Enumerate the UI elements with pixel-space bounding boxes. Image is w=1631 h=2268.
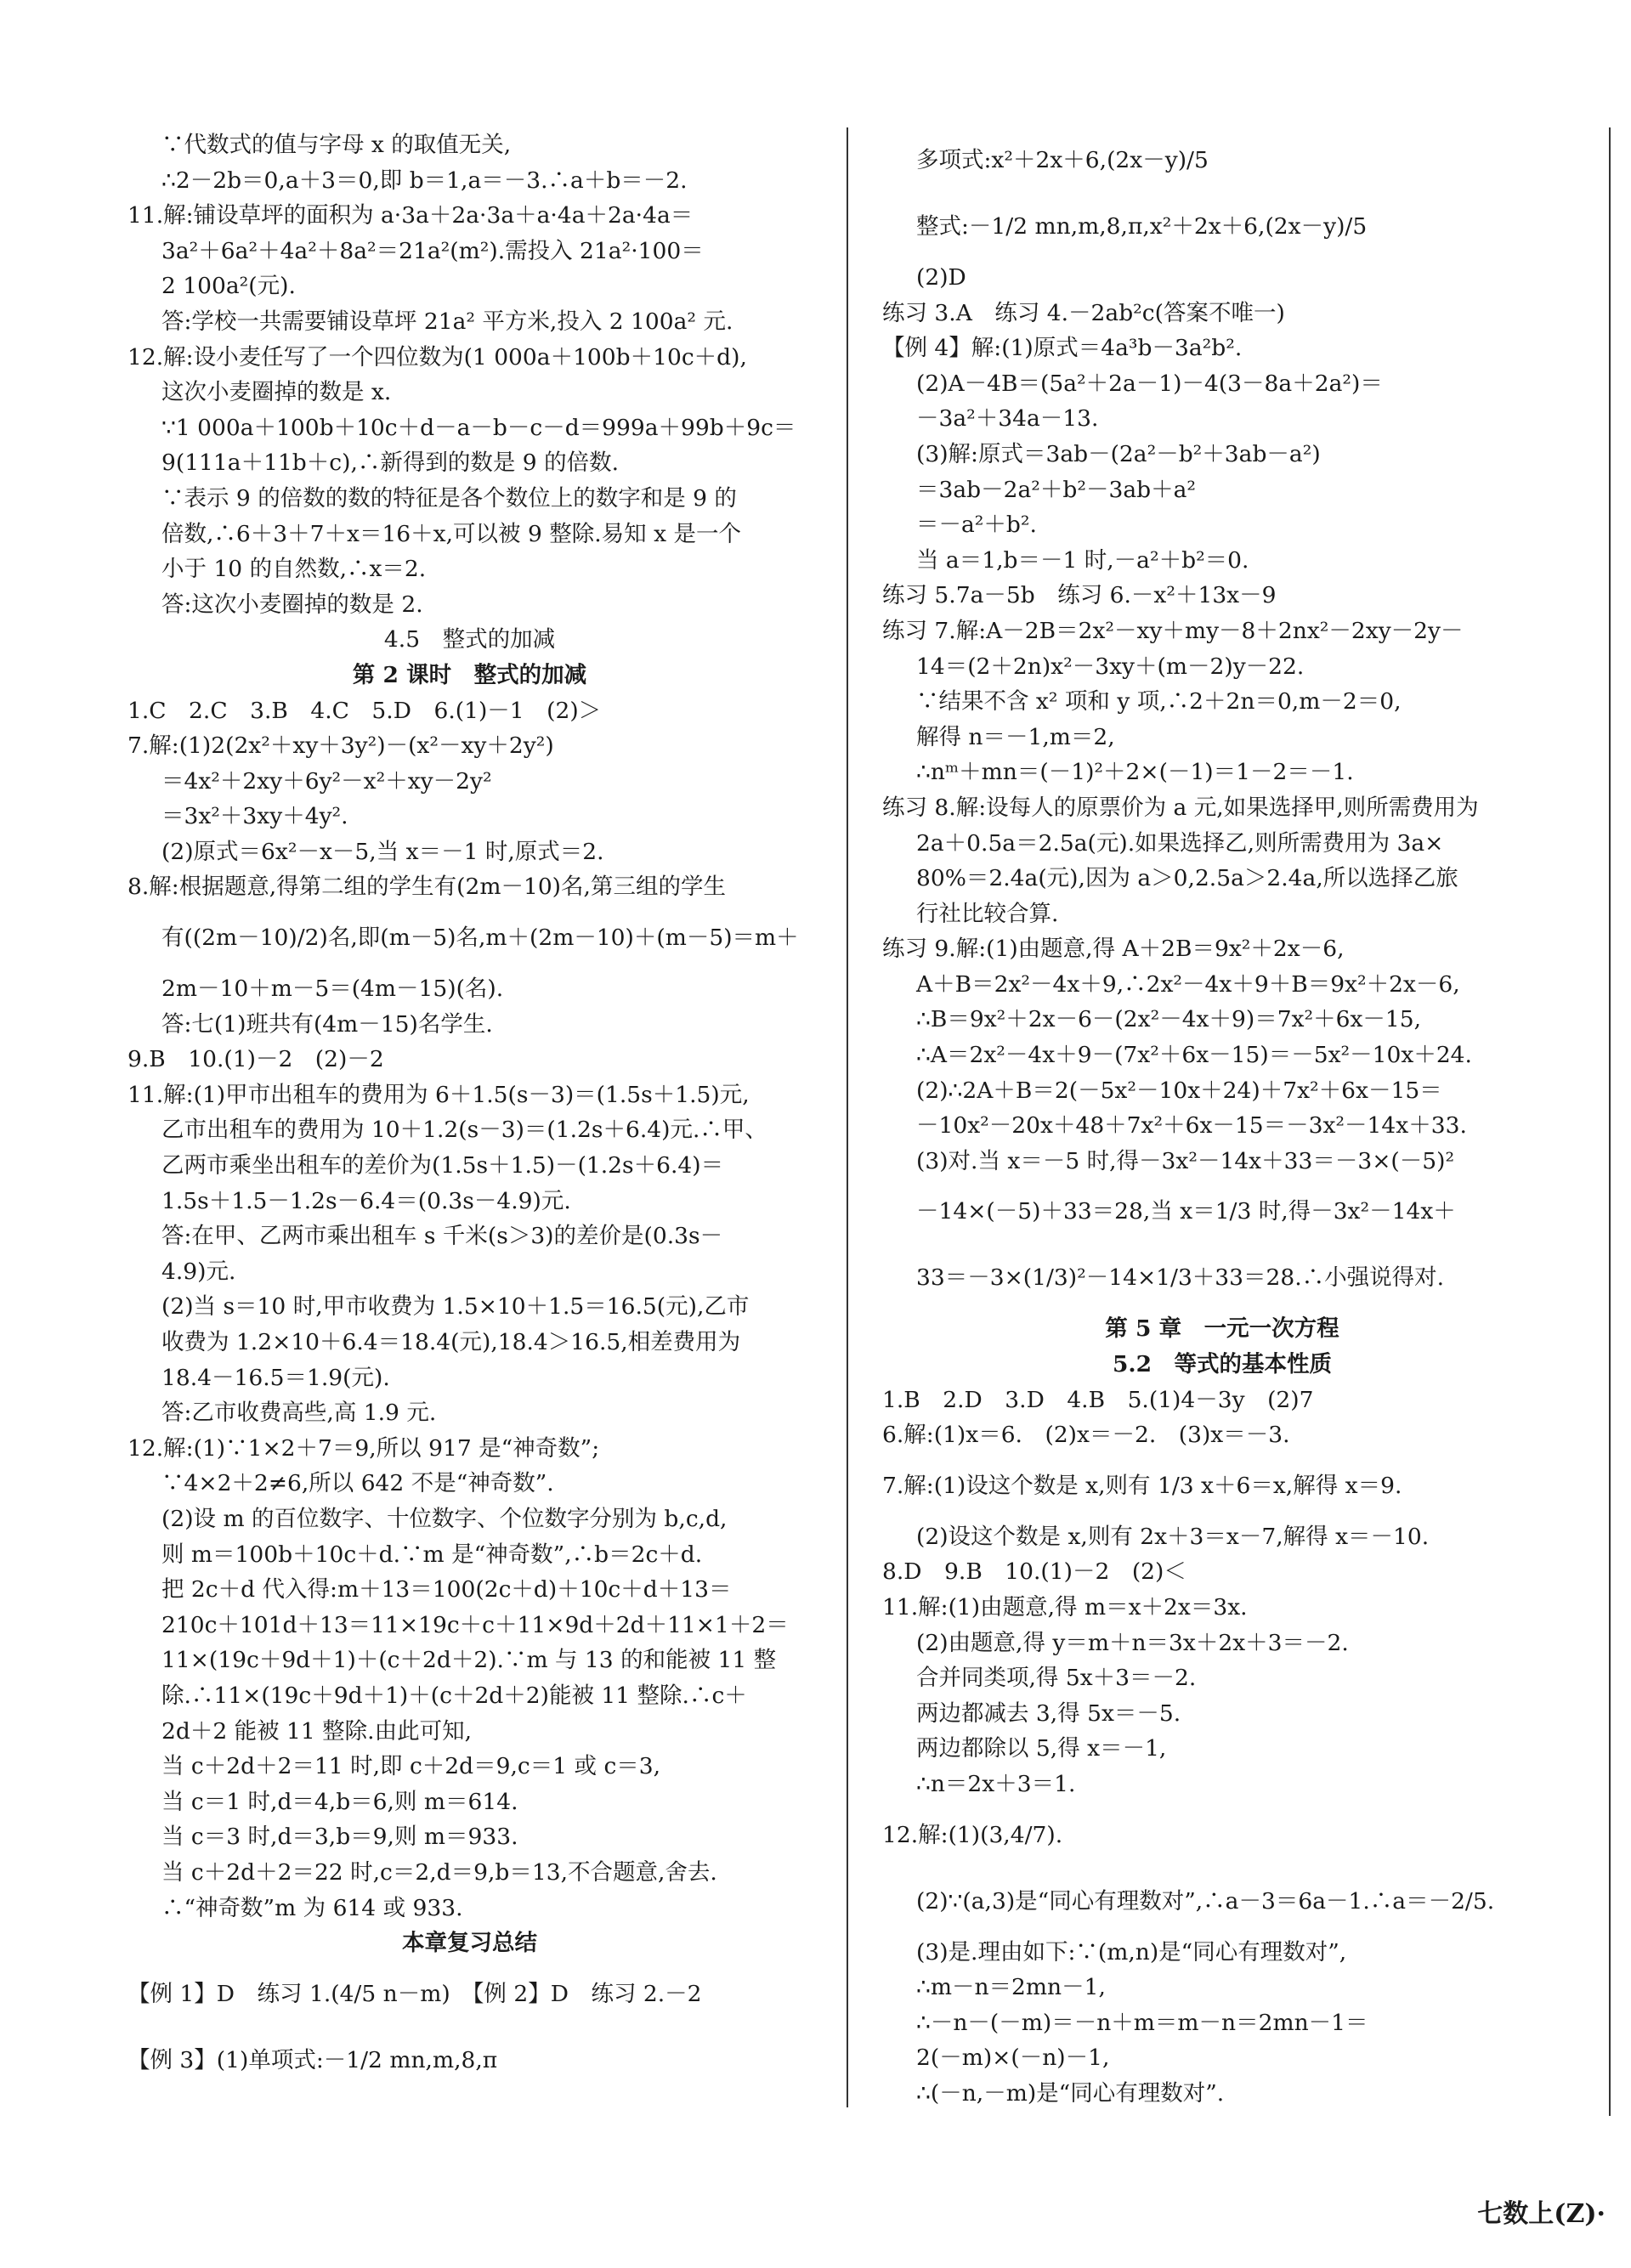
- text-line: －14×(－5)＋33＝28,当 x＝1/3 时,得－3x²－14x＋: [916, 1198, 1456, 1225]
- text-line: 12.解:设小麦任写了一个四位数为(1 000a＋100b＋10c＋d),: [127, 343, 747, 370]
- text-line: 9.B 10.(1)－2 (2)－2: [127, 1046, 384, 1073]
- right-column: [882, 127, 1562, 2112]
- text-line: ∵表示 9 的倍数的数的特征是各个数位上的数字和是 9 的: [161, 484, 737, 512]
- text-line: 11×(19c＋9d＋1)＋(c＋2d＋2).∵m 与 13 的和能被 11 整: [161, 1647, 777, 1674]
- text-line: 第 2 课时 整式的加减: [352, 661, 587, 688]
- text-line: ∵代数式的值与字母 x 的取值无关,: [161, 132, 512, 158]
- text-line: ∵4×2＋2≠6,所以 642 不是“神奇数”.: [161, 1470, 554, 1497]
- text-line: 14＝(2＋2n)x²－3xy＋(m－2)y－22.: [916, 653, 1305, 680]
- text-line: (2)∴2A＋B＝2(－5x²－10x＋24)＋7x²＋6x－15＝: [916, 1077, 1442, 1104]
- text-line: 除.∴11×(19c＋9d＋1)＋(c＋2d＋2)能被 11 整除.∴c＋: [161, 1682, 747, 1709]
- text-line: ∵1 000a＋100b＋10c＋d－a－b－c－d＝999a＋99b＋9c＝: [161, 414, 796, 441]
- text-line: 第 5 章 一元一次方程: [1105, 1315, 1339, 1343]
- text-line: 乙市出租车的费用为 10＋1.2(s－3)＝(1.2s＋6.4)元.∴甲、: [161, 1117, 767, 1144]
- text-line: 答:在甲、乙两市乘出租车 s 千米(s＞3)的差价是(0.3s－: [161, 1223, 723, 1250]
- text-line: 18.4－16.5＝1.9(元).: [161, 1364, 390, 1391]
- text-line: 当 c＝1 时,d＝4,b＝6,则 m＝614.: [161, 1788, 518, 1815]
- text-line: 12.解:(1)(3,4/7).: [882, 1821, 1063, 1848]
- text-line: 2 100a²(元).: [161, 273, 296, 300]
- text-line: 答:这次小麦圈掉的数是 2.: [161, 591, 423, 618]
- text-line: 11.解:铺设草坪的面积为 a·3a＋2a·3a＋a·4a＋2a·4a＝: [127, 202, 694, 229]
- text-line: －3a²＋34a－13.: [916, 405, 1099, 433]
- text-line: 练习 8.解:设每人的原票价为 a 元,如果选择甲,则所需费用为: [882, 794, 1479, 821]
- text-line: 把 2c＋d 代入得:m＋13＝100(2c＋d)＋10c＋d＋13＝: [161, 1576, 732, 1603]
- text-line: 【例 3】(1)单项式:－1/2 mn,m,8,π: [127, 2046, 498, 2073]
- text-line: 小于 10 的自然数,∴x＝2.: [161, 556, 427, 583]
- text-line: (2)由题意,得 y＝m＋n＝3x＋2x＋3＝－2.: [916, 1629, 1349, 1656]
- text-line: 3a²＋6a²＋4a²＋8a²＝21a²(m²).需投入 21a²·100＝: [161, 237, 704, 264]
- text-line: 多项式:x²＋2x＋6,(2x－y)/5: [916, 147, 1209, 173]
- text-line: ∴A＝2x²－4x＋9－(7x²＋6x－15)＝－5x²－10x＋24.: [916, 1042, 1472, 1069]
- text-line: ＝3ab－2a²＋b²－3ab＋a²: [916, 476, 1197, 503]
- text-line: 4.5 整式的加减: [383, 626, 556, 653]
- text-line: 80%＝2.4a(元),因为 a＞0,2.5a＞2.4a,所以选择乙旅: [916, 865, 1458, 892]
- text-line: (2)设这个数是 x,则有 2x＋3＝x－7,解得 x＝－10.: [916, 1523, 1430, 1550]
- text-line: 9(111a＋11b＋c),∴新得到的数是 9 的倍数.: [161, 450, 619, 477]
- text-line: (2)当 s＝10 时,甲市收费为 1.5×10＋1.5＝16.5(元),乙市: [161, 1293, 750, 1321]
- text-line: －10x²－20x＋48＋7x²＋6x－15＝－3x²－14x＋33.: [916, 1112, 1467, 1140]
- text-line: (3)解:原式＝3ab－(2a²－b²＋3ab－a²): [916, 440, 1321, 467]
- column-divider: [847, 127, 848, 2107]
- text-line: 乙两市乘坐出租车的差价为(1.5s＋1.5)－(1.2s＋6.4)＝: [161, 1152, 724, 1179]
- text-line: ∴B＝9x²＋2x－6－(2x²－4x＋9)＝7x²＋6x－15,: [916, 1006, 1422, 1033]
- text-line: 倍数,∴6＋3＋7＋x＝16＋x,可以被 9 整除.易知 x 是一个: [161, 520, 741, 547]
- text-line: 11.解:(1)甲市出租车的费用为 6＋1.5(s－3)＝(1.5s＋1.5)元,: [127, 1081, 750, 1108]
- page-footer: 七数上(Z)·: [1477, 2199, 1606, 2229]
- text-line: ＝4x²＋2xy＋6y²－x²＋xy－2y²: [161, 767, 492, 795]
- text-line: 当 c＝3 时,d＝3,b＝9,则 m＝933.: [161, 1824, 518, 1851]
- text-line: 7.解:(1)2(2x²＋xy＋3y²)－(x²－xy＋2y²): [127, 732, 554, 760]
- text-line: A＋B＝2x²－4x＋9,∴2x²－4x＋9＋B＝9x²＋2x－6,: [916, 970, 1460, 998]
- text-line: 210c＋101d＋13＝11×19c＋c＋11×9d＋2d＋11×1＋2＝: [161, 1611, 789, 1638]
- text-line: ＝－a²＋b².: [916, 512, 1037, 539]
- text-line: 7.解:(1)设这个数是 x,则有 1/3 x＋6＝x,解得 x＝9.: [882, 1472, 1402, 1499]
- text-line: 练习 9.解:(1)由题意,得 A＋2B＝9x²＋2x－6,: [882, 936, 1345, 963]
- text-line: 当 c＋2d＋2＝22 时,c＝2,d＝9,b＝13,不合题意,舍去.: [161, 1858, 717, 1886]
- text-line: 1.C 2.C 3.B 4.C 5.D 6.(1)－1 (2)＞: [127, 697, 602, 724]
- text-line: ∵结果不含 x² 项和 y 项,∴2＋2n＝0,m－2＝0,: [916, 688, 1402, 715]
- text-line: 则 m＝100b＋10c＋d.∵m 是“神奇数”,∴b＝2c＋d.: [161, 1541, 703, 1568]
- text-line: 有((2m－10)/2)名,即(m－5)名,m＋(2m－10)＋(m－5)＝m＋: [161, 925, 799, 952]
- text-line: (3)是.理由如下:∵(m,n)是“同心有理数对”,: [916, 1938, 1347, 1965]
- left-column: [127, 127, 812, 2094]
- text-line: 【例 4】解:(1)原式＝4a³b－3a²b².: [882, 335, 1243, 362]
- text-line: 整式:－1/2 mn,m,8,π,x²＋2x＋6,(2x－y)/5: [916, 213, 1368, 240]
- text-line: 2a＋0.5a＝2.5a(元).如果选择乙,则所需费用为 3a×: [916, 829, 1444, 857]
- text-line: (2)原式＝6x²－x－5,当 x＝－1 时,原式＝2.: [161, 838, 604, 865]
- text-line: ∴n＝2x＋3＝1.: [916, 1770, 1076, 1797]
- text-line: 这次小麦圈掉的数是 x.: [161, 379, 392, 406]
- text-line: ＝3x²＋3xy＋4y².: [161, 803, 348, 830]
- text-line: 6.解:(1)x＝6. (2)x＝－2. (3)x＝－3.: [882, 1422, 1290, 1449]
- text-line: 两边都除以 5,得 x＝－1,: [916, 1735, 1167, 1762]
- text-line: ∴(－n,－m)是“同心有理数对”.: [916, 2079, 1225, 2107]
- text-line: 2m－10＋m－5＝(4m－15)(名).: [161, 976, 504, 1003]
- text-line: 1.B 2.D 3.D 4.B 5.(1)4－3y (2)7: [882, 1386, 1314, 1413]
- text-line: (2)D: [916, 264, 966, 291]
- text-line: 2d＋2 能被 11 整除.由此可知,: [161, 1717, 473, 1745]
- text-line: 练习 7.解:A－2B＝2x²－xy＋my－8＋2nx²－2xy－2y－: [882, 617, 1464, 644]
- text-line: 解得 n＝－1,m＝2,: [916, 723, 1115, 750]
- text-line: 11.解:(1)由题意,得 m＝x＋2x＝3x.: [882, 1594, 1248, 1620]
- text-line: 8.D 9.B 10.(1)－2 (2)＜: [882, 1558, 1186, 1586]
- text-line: 33＝－3×(1/3)²－14×1/3＋33＝28.∴小强说得对.: [916, 1264, 1445, 1292]
- text-line: 练习 3.A 练习 4.－2ab²c(答案不唯一): [882, 299, 1285, 326]
- text-line: (2)∵(a,3)是“同心有理数对”,∴a－3＝6a－1.∴a＝－2/5.: [916, 1887, 1495, 1915]
- text-line: ∴m－n＝2mn－1,: [916, 1974, 1106, 2001]
- text-line: 4.9)元.: [161, 1258, 236, 1285]
- text-line: (2)A－4B＝(5a²＋2a－1)－4(3－8a＋2a²)＝: [916, 370, 1383, 397]
- text-line: 2(－m)×(－n)－1,: [916, 2045, 1110, 2072]
- text-line: 12.解:(1)∵1×2＋7＝9,所以 917 是“神奇数”;: [127, 1434, 600, 1462]
- text-line: 两边都减去 3,得 5x＝－5.: [916, 1700, 1181, 1727]
- right-margin-rule: [1609, 127, 1611, 2116]
- text-line: ∴－n－(－m)＝－n＋m＝m－n＝2mn－1＝: [916, 2009, 1368, 2036]
- text-line: 8.解:根据题意,得第二组的学生有(2m－10)名,第三组的学生: [127, 874, 726, 901]
- text-line: 答:七(1)班共有(4m－15)名学生.: [161, 1010, 493, 1038]
- text-line: 当 a＝1,b＝－1 时,－a²＋b²＝0.: [916, 546, 1249, 574]
- text-line: (3)对.当 x＝－5 时,得－3x²－14x＋33＝－3×(－5)²: [916, 1147, 1455, 1174]
- text-line: (2)设 m 的百位数字、十位数字、个位数字分别为 b,c,d,: [161, 1505, 728, 1532]
- text-line: 5.2 等式的基本性质: [1112, 1351, 1333, 1378]
- text-line: 练习 5.7a－5b 练习 6.－x²＋13x－9: [882, 582, 1277, 609]
- text-line: 1.5s＋1.5－1.2s－6.4＝(0.3s－4.9)元.: [161, 1187, 571, 1214]
- text-line: 【例 1】D 练习 1.(4/5 n－m) 【例 2】D 练习 2.－2: [127, 1980, 702, 2007]
- text-line: 收费为 1.2×10＋6.4＝18.4(元),18.4＞16.5,相差费用为: [161, 1329, 741, 1355]
- text-line: 答:乙市收费高些,高 1.9 元.: [161, 1400, 437, 1427]
- text-line: 当 c＋2d＋2＝11 时,即 c＋2d＝9,c＝1 或 c＝3,: [161, 1753, 661, 1780]
- text-line: 行社比较合算.: [916, 900, 1059, 927]
- text-line: 本章复习总结: [402, 1930, 537, 1957]
- text-line: 合并同类项,得 5x＋3＝－2.: [916, 1665, 1197, 1692]
- text-line: ∴nᵐ＋mn＝(－1)²＋2×(－1)＝1－2＝－1.: [916, 759, 1354, 786]
- text-line: 答:学校一共需要铺设草坪 21a² 平方米,投入 2 100a² 元.: [161, 308, 733, 335]
- text-line: ∴2－2b＝0,a＋3＝0,即 b＝1,a＝－3.∴a＋b＝－2.: [161, 167, 688, 194]
- text-line: ∴“神奇数”m 为 614 或 933.: [161, 1894, 463, 1921]
